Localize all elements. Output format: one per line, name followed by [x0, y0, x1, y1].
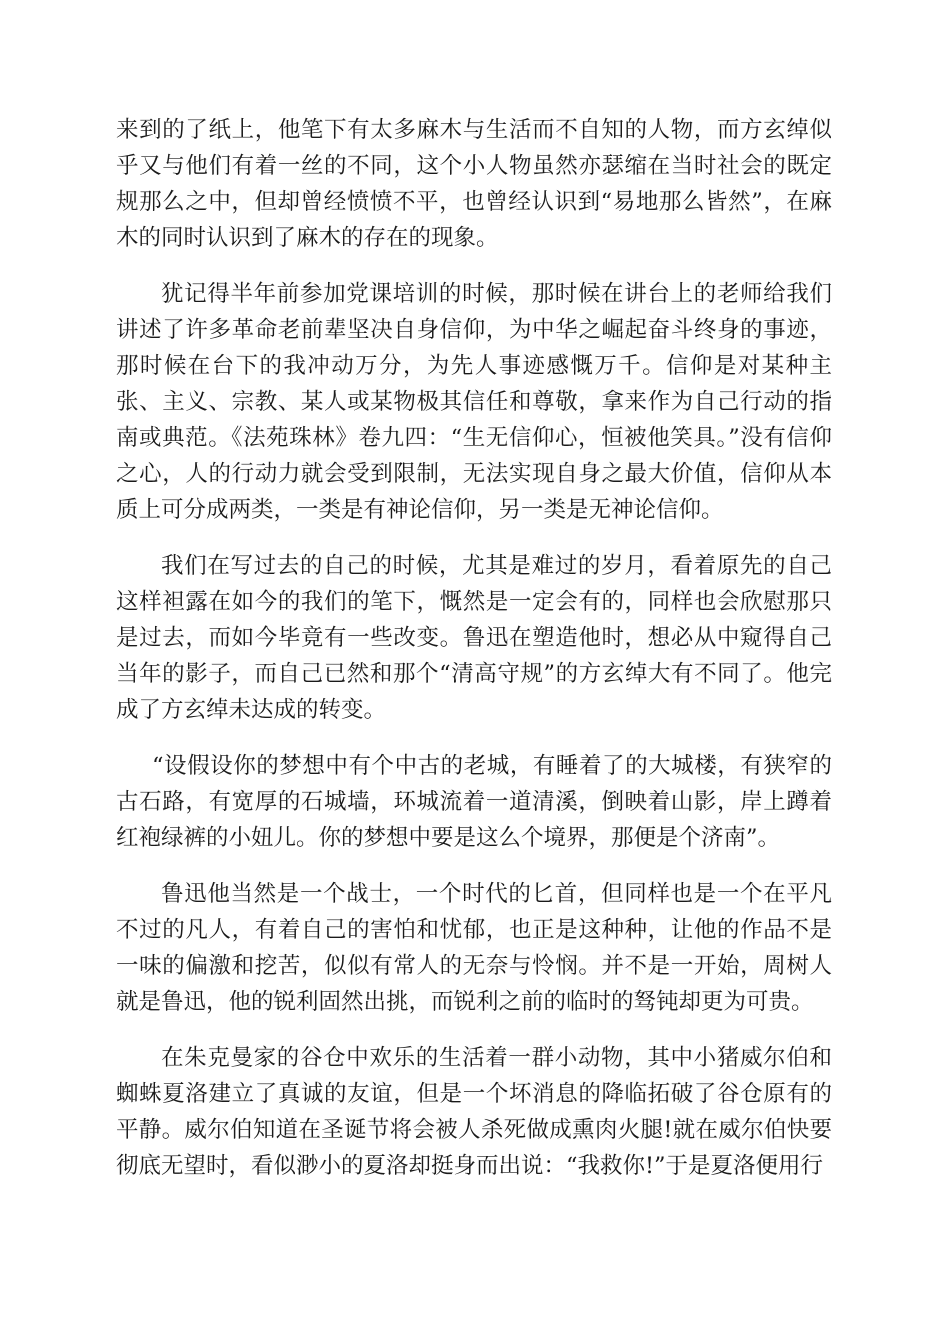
paragraph-5: 鲁迅他当然是一个战士，一个时代的匕首，但同样也是一个在平凡不过的凡人，有着自己的害怕和忧郁，也正是这种种，让他的作品不是一味的偏激和挖苦，似似有常人的无奈与怜悯。并不是一开始，周树人就是鲁迅，他的锐利固然出挑，而锐利之前的临时的驽钝却更为可贵。: [116, 881, 832, 1015]
paragraph-1: 来到的了纸上，他笔下有太多麻木与生活而不自知的人物，而方玄绰似乎又与他们有着一丝的不同，这个小人物虽然亦瑟缩在当时社会的既定规那么之中，但却曾经愤愤不平，也曾经认识到“易地那么皆然”，在麻木的同时认识到了麻木的存在的现象。: [116, 117, 832, 251]
paragraph-2: 犹记得半年前参加党课培训的时候，那时候在讲台上的老师给我们讲述了许多革命老前辈坚决自身信仰，为中华之崛起奋斗终身的事迹，那时候在台下的我冲动万分，为先人事迹感慨万千。信仰是对某种主张、主义、宗教、某人或某物极其信任和尊敬，拿来作为自己行动的指南或典范。《法苑珠林》卷九四：“生无信仰心，恒被他笑具。”没有信仰之心，人的行动力就会受到限制，无法实现自身之最大价值，信仰从本质上可分成两类，一类是有神论信仰，另一类是无神论信仰。: [116, 281, 832, 523]
paragraph-4: “设假设你的梦想中有个中古的老城，有睡着了的大城楼，有狭窄的古石路，有宽厚的石城墙，环城流着一道清溪，倒映着山影，岸上蹲着红袍绿裤的小妞儿。你的梦想中要是这么个境界，那便是个济南”。: [116, 753, 832, 851]
document-page: [116, 112, 832, 1204]
paragraph-3: 我们在写过去的自己的时候，尤其是难过的岁月，看着原先的自己这样袒露在如今的我们的笔下，慨然是一定会有的，同样也会欣慰那只是过去，而如今毕竟有一些改变。鲁迅在塑造他时，想必从中窥得自己当年的影子，而自己已然和那个“清高守规”的方玄绰大有不同了。他完成了方玄绰未达成的转变。: [116, 553, 832, 723]
paragraph-6: 在朱克曼家的谷仓中欢乐的生活着一群小动物，其中小猪威尔伯和蜘蛛夏洛建立了真诚的友谊，但是一个坏消息的降临拓破了谷仓原有的平静。威尔伯知道在圣诞节将会被人杀死做成熏肉火腿!就在威尔伯快要彻底无望时，看似渺小的夏洛却挺身而出说：“我救你!”于是夏洛便用行: [116, 1045, 832, 1179]
